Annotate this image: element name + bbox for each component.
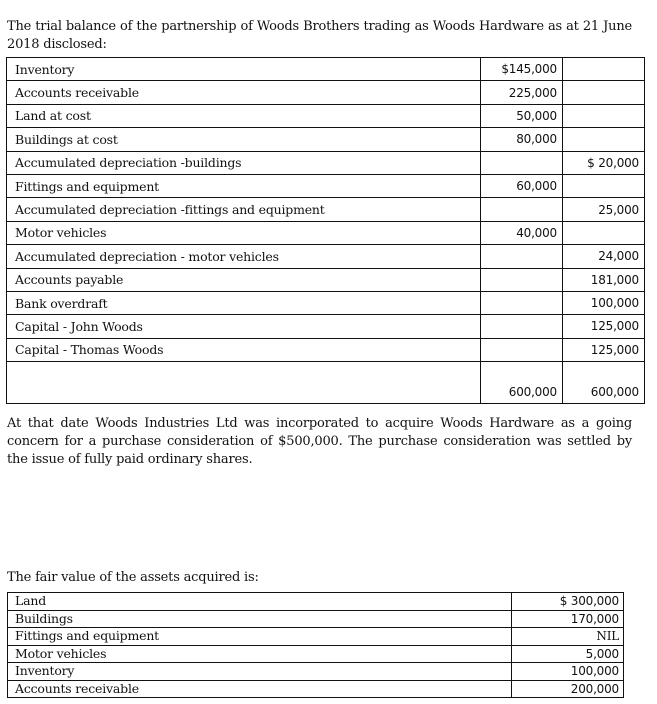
asset-value: 5,000 [511, 645, 623, 663]
debit-amount: 50,000 [481, 104, 563, 127]
table-row [7, 221, 645, 244]
credit-amount: 125,000 [563, 338, 645, 361]
debit-amount: 40,000 [481, 221, 563, 244]
fair-value-table [7, 592, 624, 698]
account-name: Capital - John Woods [7, 315, 481, 338]
credit-amount: 181,000 [563, 268, 645, 291]
debit-amount [481, 291, 563, 314]
total-row [7, 362, 645, 404]
asset-value: $ 300,000 [511, 593, 623, 611]
asset-name: Fittings and equipment [8, 628, 512, 646]
table-row [7, 174, 645, 197]
debit-amount [481, 338, 563, 361]
fair-value-intro: The fair value of the assets acquired is: [7, 570, 259, 585]
credit-amount: 100,000 [563, 291, 645, 314]
credit-amount [563, 128, 645, 151]
total-label [7, 362, 481, 404]
account-name: Accounts payable [7, 268, 481, 291]
debit-amount [481, 198, 563, 221]
asset-value: 170,000 [511, 610, 623, 628]
credit-amount [563, 104, 645, 127]
credit-amount: $ 20,000 [563, 151, 645, 174]
asset-value: 200,000 [511, 680, 623, 698]
table-row [7, 291, 645, 314]
account-name: Motor vehicles [7, 221, 481, 244]
account-name: Accounts receivable [7, 81, 481, 104]
table-row [7, 58, 645, 81]
table-row [8, 610, 624, 628]
credit-amount [563, 58, 645, 81]
account-name: Bank overdraft [7, 291, 481, 314]
total-debit: 600,000 [481, 362, 563, 404]
credit-amount [563, 221, 645, 244]
table-row [8, 593, 624, 611]
asset-name: Buildings [8, 610, 512, 628]
debit-amount [481, 245, 563, 268]
table-row [8, 628, 624, 646]
table-row [8, 680, 624, 698]
asset-name: Accounts receivable [8, 680, 512, 698]
debit-amount: 225,000 [481, 81, 563, 104]
asset-value: NIL [511, 628, 623, 646]
debit-amount [481, 151, 563, 174]
credit-amount: 125,000 [563, 315, 645, 338]
account-name: Buildings at cost [7, 128, 481, 151]
credit-amount [563, 81, 645, 104]
table-row [7, 338, 645, 361]
credit-amount [563, 174, 645, 197]
debit-amount: 80,000 [481, 128, 563, 151]
asset-value: 100,000 [511, 663, 623, 681]
debit-amount: $145,000 [481, 58, 563, 81]
table-row [8, 645, 624, 663]
asset-name: Motor vehicles [8, 645, 512, 663]
debit-amount: 60,000 [481, 174, 563, 197]
account-name: Accumulated depreciation -buildings [7, 151, 481, 174]
debit-amount [481, 268, 563, 291]
debit-amount [481, 315, 563, 338]
account-name: Capital - Thomas Woods [7, 338, 481, 361]
table-row [7, 245, 645, 268]
credit-amount: 25,000 [563, 198, 645, 221]
table-row [7, 81, 645, 104]
credit-amount: 24,000 [563, 245, 645, 268]
table-row [8, 663, 624, 681]
asset-name: Inventory [8, 663, 512, 681]
total-credit: 600,000 [563, 362, 645, 404]
account-name: Inventory [7, 58, 481, 81]
table-row [7, 198, 645, 221]
account-name: Fittings and equipment [7, 174, 481, 197]
acquisition-paragraph: At that date Woods Industries Ltd was incorporated to acquire Woods Hardware as a going concern for a purchase consideration of $500,000. The purchase consideration was settled by the issue of fully paid ordinary shares. [7, 416, 632, 467]
intro-paragraph: The trial balance of the partnership of Woods Brothers trading as Woods Hardware as at 21 June 2018 disclosed: [7, 19, 632, 52]
account-name: Accumulated depreciation -fittings and equipment [7, 198, 481, 221]
table-row [7, 151, 645, 174]
asset-name: Land [8, 593, 512, 611]
table-row [7, 128, 645, 151]
trial-balance-table [6, 57, 645, 404]
table-row [7, 268, 645, 291]
table-row [7, 104, 645, 127]
account-name: Land at cost [7, 104, 481, 127]
table-row [7, 315, 645, 338]
account-name: Accumulated depreciation - motor vehicles [7, 245, 481, 268]
